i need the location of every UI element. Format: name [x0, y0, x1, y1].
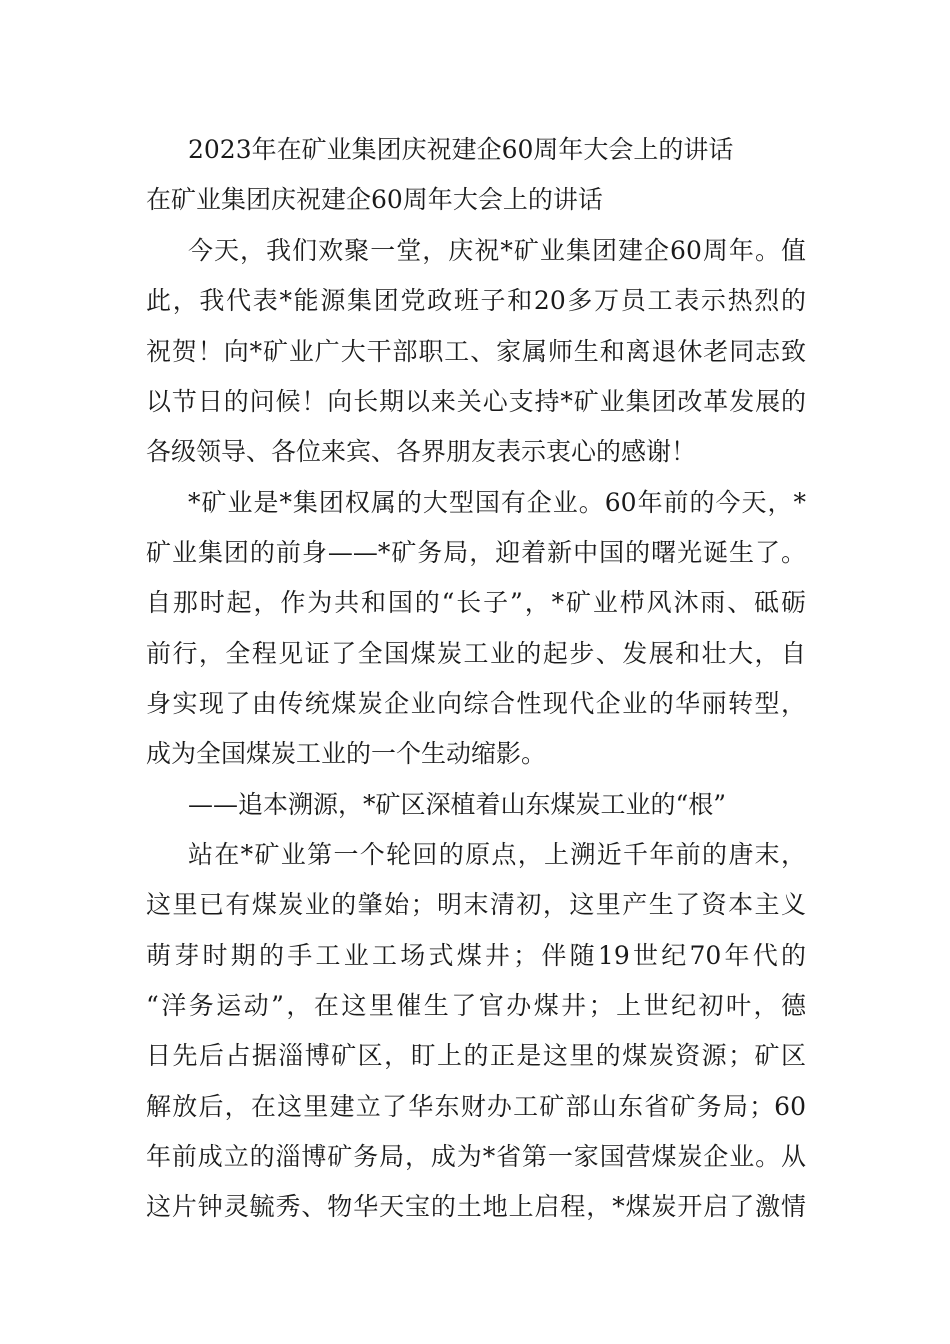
section-heading: ——追本溯源，*矿区深植着山东煤炭工业的“根” [188, 790, 727, 819]
document-title: 2023年在矿业集团庆祝建企60周年大会上的讲话 [188, 135, 734, 164]
body-line: 站在*矿业第一个轮回的原点，上溯近千年前的唐末， [188, 840, 806, 869]
body-line: 成为全国煤炭工业的一个生动缩影。 [146, 739, 547, 768]
body-line: 年前成立的淄博矿务局，成为*省第一家国营煤炭企业。从 [146, 1142, 806, 1171]
body-line: 日先后占据淄博矿区，盯上的正是这里的煤炭资源；矿区 [146, 1041, 806, 1070]
body-line: 今天，我们欢聚一堂，庆祝*矿业集团建企60周年。值 [188, 236, 806, 265]
body-line: 此，我代表*能源集团党政班子和20多万员工表示热烈的 [146, 286, 806, 315]
body-line: 萌芽时期的手工业工场式煤井；伴随19世纪70年代的 [146, 941, 806, 970]
body-line: 身实现了由传统煤炭企业向综合性现代企业的华丽转型， [146, 689, 806, 718]
body-line: 矿业集团的前身——*矿务局，迎着新中国的曙光诞生了。 [146, 538, 806, 567]
body-line: “洋务运动”，在这里催生了官办煤井；上世纪初叶，德 [146, 991, 806, 1020]
body-line: *矿业是*集团权属的大型国有企业。60年前的今天，* [188, 488, 806, 517]
body-line: 祝贺！向*矿业广大干部职工、家属师生和离退休老同志致 [146, 337, 806, 366]
body-line: 自那时起，作为共和国的“长子”，*矿业栉风沐雨、砥砺 [146, 588, 806, 617]
body-line: 这里已有煤炭业的肇始；明末清初，这里产生了资本主义 [146, 890, 806, 919]
document-subtitle: 在矿业集团庆祝建企60周年大会上的讲话 [146, 185, 603, 214]
body-line: 各级领导、各位来宾、各界朋友表示衷心的感谢！ [146, 437, 697, 466]
body-line: 解放后，在这里建立了华东财办工矿部山东省矿务局；60 [146, 1092, 806, 1121]
body-line: 前行，全程见证了全国煤炭工业的起步、发展和壮大，自 [146, 639, 806, 668]
body-line: 以节日的问候！向长期以来关心支持*矿业集团改革发展的 [146, 387, 806, 416]
body-line: 这片钟灵毓秀、物华天宝的土地上启程，*煤炭开启了激情 [146, 1192, 806, 1221]
